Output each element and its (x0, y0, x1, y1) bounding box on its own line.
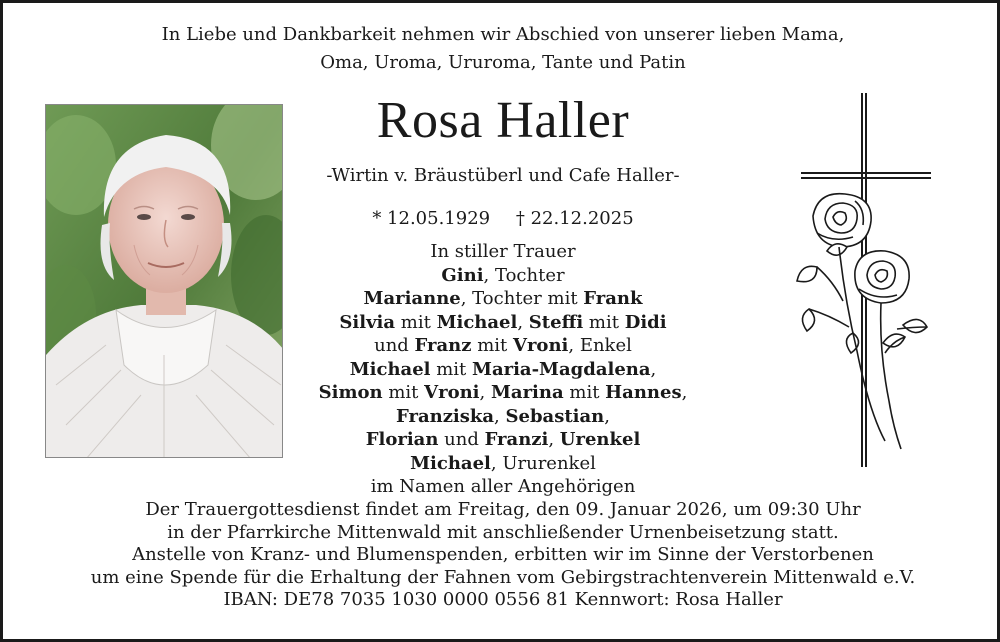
mourner-text: mit (382, 382, 425, 403)
mourners-line (283, 264, 723, 288)
mourner-text: mit (583, 311, 625, 333)
mourners-line (283, 381, 723, 405)
mourner-name: Marina (490, 382, 564, 403)
mourners-closing: im Namen aller Angehörigen (370, 476, 636, 497)
mourner-text: mit (430, 358, 473, 380)
portrait-image (46, 105, 283, 458)
cross-with-roses-drawing (793, 91, 938, 471)
mourner-name: Michael (436, 311, 518, 333)
service-text (3, 499, 1000, 612)
cross-with-roses-icon (793, 91, 938, 471)
mourner-name: Franz (414, 335, 472, 356)
mourner-text: mit (395, 311, 437, 333)
mourner-name: Simon (318, 382, 383, 403)
intro-line-2: Oma, Uroma, Ururoma, Tante und Patin (320, 52, 686, 73)
service-line-1: Der Trauergottesdienst findet am Freitag, den 09. Januar 2026, um 09:30 Uhr (145, 499, 861, 520)
mourner-name: Franzi (484, 429, 549, 450)
death-date: † 22.12.2025 (515, 208, 634, 229)
mourners-opening: In stiller Trauer (430, 241, 576, 262)
mourner-text: , (548, 429, 560, 450)
service-line-3: Anstelle von Kranz- und Blumenspenden, erbitten wir im Sinne der Verstorbenen (132, 544, 874, 565)
deceased-role: -Wirtin v. Bräustüberl und Cafe Haller- (326, 165, 680, 186)
mourner-name: Frank (583, 288, 643, 309)
life-dates (283, 206, 723, 232)
mourner-text: , Ururenkel (490, 452, 596, 474)
mourner-name: Steffi (528, 311, 584, 333)
mourner-text: , (650, 358, 657, 380)
mourner-text: , Tochter (483, 264, 565, 286)
portrait-photo (45, 104, 283, 458)
mourners-line (283, 428, 723, 452)
mourner-text: , (604, 405, 610, 427)
service-line-2: in der Pfarrkirche Mittenwald mit anschließender Urnenbeisetzung statt. (167, 521, 839, 543)
mourner-text: mit (471, 335, 513, 356)
mourners-line (283, 405, 723, 429)
mourner-text: , Tochter mit (460, 288, 584, 309)
mourners-line (283, 334, 723, 358)
mourner-name: Florian (365, 429, 439, 450)
mourner-name: Vroni (512, 335, 569, 356)
birth-date: * 12.05.1929 (372, 208, 491, 229)
mourner-name: Didi (624, 311, 667, 333)
mourner-name: Urenkel (559, 429, 641, 450)
mourner-name: Michael (410, 452, 491, 474)
mourner-text: , (681, 382, 688, 403)
intro-text (3, 21, 1000, 77)
deceased-name: Rosa Haller (376, 92, 630, 149)
mourner-text: , (494, 405, 506, 427)
mourners-line (283, 311, 723, 335)
mourner-name: Franziska (396, 405, 495, 427)
mourner-name: Gini (441, 264, 484, 286)
service-line-4: um eine Spende für die Erhaltung der Fahnen vom Gebirgstrachtenverein Mittenwald e.V. (90, 566, 916, 588)
mourner-text: , (479, 382, 491, 403)
mourner-name: Maria-Magdalena (472, 358, 651, 380)
mourner-text: , (517, 311, 529, 333)
mourner-text: mit (563, 382, 606, 403)
mourner-name: Michael (349, 358, 431, 380)
service-line-5: IBAN: DE78 7035 1030 0000 0556 81 Kennwort: Rosa Haller (223, 589, 783, 610)
intro-line-1: In Liebe und Dankbarkeit nehmen wir Abschied von unserer lieben Mama, (161, 24, 845, 45)
mourner-name: Vroni (424, 382, 480, 403)
mourner-text: und (438, 429, 485, 450)
mourners-line (283, 452, 723, 476)
mourner-name: Hannes (605, 382, 682, 403)
mourner-name: Silvia (339, 311, 396, 333)
mourner-name: Marianne (363, 288, 461, 309)
mourner-text: und (374, 335, 415, 356)
mourners-line (283, 287, 723, 311)
mourner-name: Sebastian (505, 405, 605, 427)
mourner-text: , Enkel (568, 335, 632, 356)
mourners-list (283, 240, 723, 499)
mourners-line (283, 358, 723, 382)
